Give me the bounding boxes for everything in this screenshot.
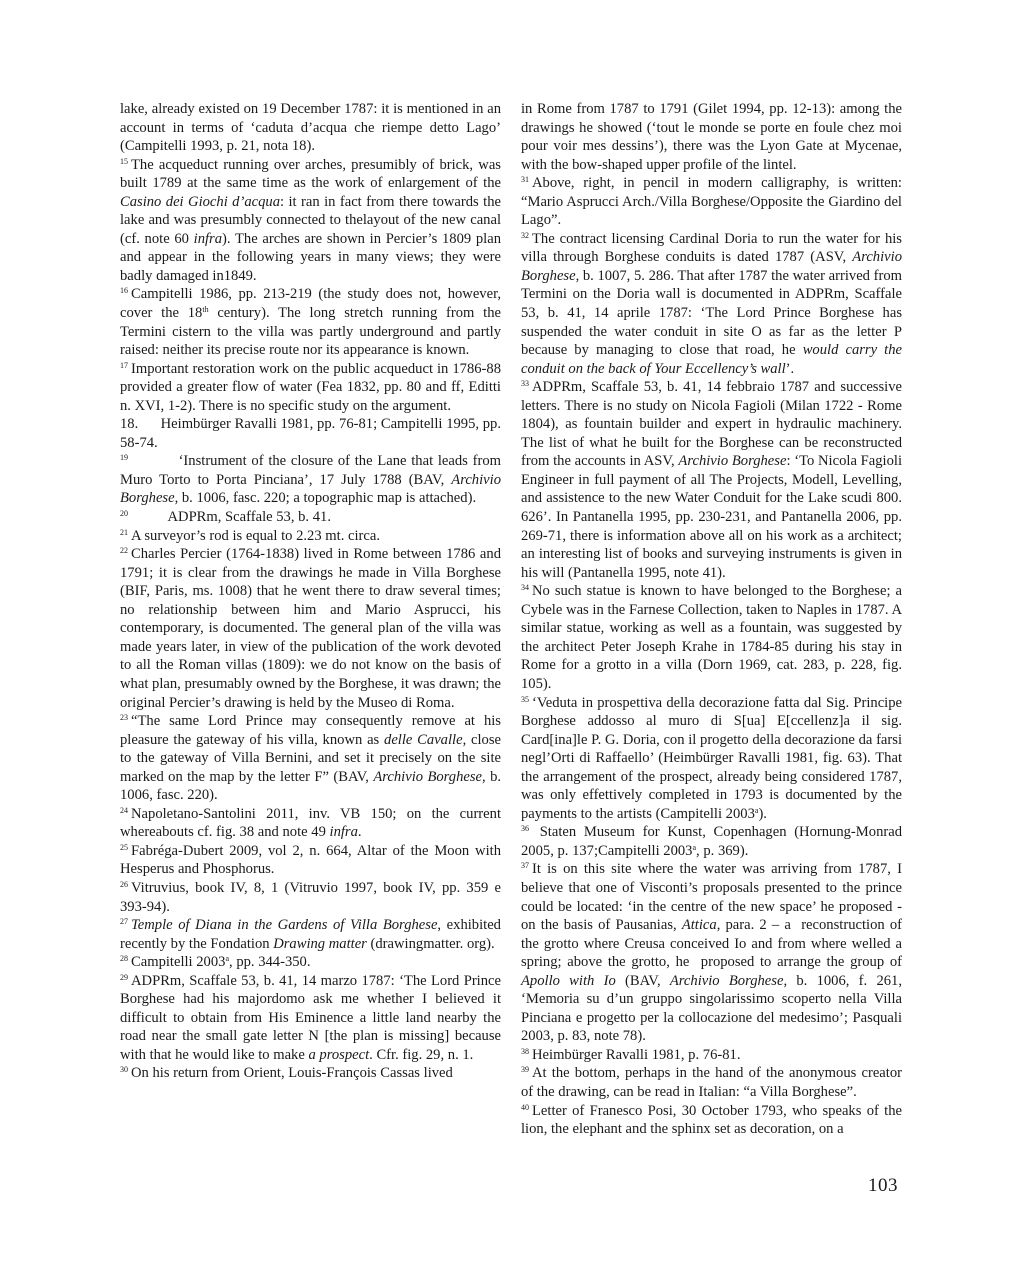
footnote-text: Temple of Diana in the Gardens of Villa Borghese, exhibited recently by the Fondation Drawing matter (drawingmatter. org). — [120, 917, 501, 952]
footnote — [120, 452, 501, 508]
footnote-number: 37 — [521, 861, 529, 871]
footnote — [120, 285, 501, 359]
footnote-text: Important restoration work on the public acqueduct in 1786-88 provided a greater flow of water (Fea 1832, pp. 80 and ff, Editti n. XVI, 1-2). There is no specific study on the argument. — [120, 360, 501, 414]
footnote-number: 32 — [521, 230, 529, 240]
footnote-number: 38 — [521, 1046, 529, 1056]
footnote-number: 36 — [521, 824, 529, 834]
footnote-number: 35 — [521, 694, 529, 704]
footnote — [521, 860, 902, 1045]
footnote-number: 30 — [120, 1065, 128, 1075]
footnote-text: “The same Lord Prince may consequently remove at his pleasure the gateway of his villa, known as delle Cavalle, close to the gateway of Villa Bernini, and set it precisely on the site marked on the map by the letter F” (BAV, Archivio Borghese, b. 1006, fasc. 220). — [120, 713, 502, 804]
footnote-text: ADPRm, Scaffale 53, b. 41, 14 febbraio 1787 and successive letters. There is no study on Nicola Fagioli (Milan 1722 - Rome 1804), as fountain builder and expert in hydraulic machinery. The list of what he built for the Borghese can be reconstructed from the accounts in ASV, Archivio Borghese: ‘To Nicola Fagioli Engineer in full payment of all The Projects, Modell, Levelling, and assistence to the new Water Conduit for the Lake scudi 800. 626’. In Pantanella 1995, pp. 230-231, and Pantanella 2006, pp. 269-71, there is information above all on his work as a architect; an interesting list of books and surveying instruments is given in his will (Pantanella 1995, note 41). — [521, 379, 903, 581]
footnote-text: ADPRm, Scaffale 53, b. 41, 14 marzo 1787: ‘The Lord Prince Borghese had his majordomo ask me whether I believed it difficult to obtain from His Eminence a little land nearby the road near the small gate letter N [the plan is missing] because with that he would like to make a prospect. Cfr. fig. 29, n. 1. — [120, 972, 501, 1063]
footnote — [521, 174, 902, 230]
footnote — [120, 527, 501, 546]
footnote — [120, 842, 501, 879]
footnote-number: 31 — [521, 175, 529, 185]
footnote-number: 20 — [120, 509, 128, 519]
footnote — [521, 1102, 902, 1139]
footnote-text: Fabréga-Dubert 2009, vol 2, n. 664, Altar of the Moon with Hesperus and Phosphorus. — [120, 842, 501, 878]
footnote-number: 28 — [120, 954, 128, 964]
footnote — [120, 953, 501, 972]
footnote-text: ADPRm, Scaffale 53, b. 41. — [131, 509, 331, 526]
footnote — [521, 1064, 902, 1101]
footnote-text: Above, right, in pencil in modern calligraphy, is written: “Mario Asprucci Arch./Villa Borghese/Opposite the Giardino del Lago”. — [521, 175, 902, 229]
footnote — [120, 545, 501, 712]
footnote-text: Napoletano-Santolini 2011, inv. VB 150; on the current whereabouts cf. fig. 38 and note 49 infra. — [120, 805, 501, 841]
footnote — [120, 916, 501, 953]
footnote — [120, 360, 501, 416]
footnotes-right-column — [521, 100, 902, 1139]
footnote-text: It is on this site where the water was arriving from 1787, I believe that one of Visconti’s proposals presented to the prince could be located: ‘in the centre of the new space’ he proposed - on the basis of Pausanias, Attica, para. 2 – a reconstruction of the grotto where Creusa conceived Io and from where welled a spring; above the grotto, he proposed to arrange the group of Apollo with Io (BAV, Archivio Borghese, b. 1006, f. 261, ‘Memoria su d’un gruppo singolarissimo scoperto nella Villa Pinciana e progetto per la collocazione del medesimo’; Pasquali 2003, p. 83, note 78). — [521, 861, 903, 1045]
footnote-text: At the bottom, perhaps in the hand of the anonymous creator of the drawing, can be read in Italian: “a Villa Borghese”. — [521, 1065, 902, 1100]
footnote-number: 27 — [120, 917, 128, 927]
footnote — [521, 582, 902, 693]
footnote-number: 29 — [120, 972, 128, 982]
footnote-number: 22 — [120, 546, 128, 556]
footnote-number: 23 — [120, 713, 128, 723]
footnote — [120, 508, 501, 527]
footnote-number: 19 — [120, 453, 128, 463]
footnote-number: 16 — [120, 286, 128, 296]
footnote-text: Letter of Franesco Posi, 30 October 1793, who speaks of the lion, the elephant and the sphinx set as decoration, on a — [521, 1102, 902, 1138]
footnote-text: Charles Percier (1764-1838) lived in Rome between 1786 and 1791; it is clear from the drawings he made in Villa Borghese (BIF, Paris, ms. 1008) that he went there to draw several times; no relationship between him and Mario Asprucci, his contemporary, is documented. The general plan of the villa was made years later, in view of the publication of the work devoted to all the Roman villas (1809): we do not know on the basis of what plan, presumably owned by the Borghese, it was drawn; the original Percier’s drawing is held by the Museo di Roma. — [120, 546, 501, 711]
footnote — [120, 805, 501, 842]
footnote — [120, 712, 501, 805]
footnote-text: A surveyor’s rod is equal to 2.23 mt. circa. — [131, 527, 380, 544]
footnote — [521, 1046, 902, 1065]
footnote — [521, 100, 902, 174]
footnote-text: Campitelli 2003$^a$, pp. 344-350. — [131, 954, 311, 971]
footnote-text: Vitruvius, book IV, 8, 1 (Vitruvio 1997, book IV, pp. 359 e 393-94). — [120, 879, 501, 915]
footnote — [521, 378, 902, 582]
footnote — [120, 415, 501, 452]
footnote-number: 33 — [521, 379, 529, 389]
footnote — [521, 694, 902, 824]
footnote-text: ‘Instrument of the closure of the Lane that leads from Muro Torto to Porta Pinciana’, 17 July 1788 (BAV, Archivio Borghese, b. 1006, fasc. 220; a topographic map is attached). — [120, 453, 501, 507]
footnote-number: 40 — [521, 1102, 529, 1112]
footnote-text: Staten Museum for Kunst, Copenhagen (Hornung-Monrad 2005, p. 137;Campitelli 2003$^a$, p. 369). — [521, 824, 902, 859]
footnote-number: 21 — [120, 527, 128, 537]
footnote-text: On his return from Orient, Louis-François Cassas lived — [131, 1065, 453, 1082]
footnote-number: 25 — [120, 842, 128, 852]
footnote-text: Heimbürger Ravalli 1981, p. 76-81. — [532, 1046, 741, 1063]
footnote-text: No such statue is known to have belonged to the Borghese; a Cybele was in the Farnese Collection, taken to Naples in 1787. A similar statue, working as well as a fountain, was suggested by the architect Peter Joseph Krahe in 1784-85 during his stay in Rome for a grotto in a villa (Dorn 1969, cat. 283, p. 228, fig. 105). — [521, 583, 902, 692]
footnote-text: The acqueduct running over arches, presumibly of brick, was built 1789 at the same time as the work of enlargement of the Casino dei Giochi d’acqua: it ran in fact from there towards the lake and was presumbly connected to thelayout of the new canal (cf. note 60 infra). The arches are shown in Percier’s 1809 plan and appear in the following years in many views; they were badly damaged in1849. — [120, 156, 501, 284]
footnote-text: lake, already existed on 19 December 1787: it is mentioned in an account in terms of ‘caduta d’acqua che riempe detto Lago’ (Campitelli 1993, p. 21, nota 18). — [120, 101, 501, 155]
footnote — [521, 823, 902, 860]
footnotes-left-column — [120, 100, 501, 1083]
footnote — [120, 156, 501, 286]
footnote-text: ‘Veduta in prospettiva della decorazione fatta dal Sig. Principe Borghese addosso al muro di S[ua] E[ccellenz]a il sig. Card[ina]le P. G. Doria, con il progetto della decorazione da farsi negl’Orti di Raffaello’ (Heimbürger Ravalli 1981, fig. 63). That the arrangement of the prospect, already being considered 1787, was only effettively completed in 1793 is documented by the payments to the artists (Campitelli 2003$^a$). — [521, 694, 902, 822]
footnote-number: 34 — [521, 583, 529, 593]
footnote-number: 39 — [521, 1065, 529, 1075]
footnote — [120, 879, 501, 916]
page-number: 103 — [868, 1175, 898, 1196]
footnote — [120, 1064, 501, 1083]
footnote-text: in Rome from 1787 to 1791 (Gilet 1994, pp. 12-13): among the drawings he showed (‘tout le monde se porte en foule chez moi pour voir mes dessins’), there was the Lyon Gate at Mycenae, with the bow-shaped upper profile of the lintel. — [521, 101, 902, 173]
footnote-text: The contract licensing Cardinal Doria to run the water for his villa through Borghese conduits is dated 1787 (ASV, Archivio Borghese, b. 1007, 5. 286. That after 1787 the water arrived from Termini on the Doria wall is documented in ADPRm, Scaffale 53, b. 41, 14 aprile 1787: ‘The Lord Prince Borghese has suspended the water conduit in site O as far as the letter P because by managing to close that road, he would carry the conduit on the back of Your Eccellency’s wall’. — [521, 230, 902, 377]
footnote — [120, 972, 501, 1065]
footnote-text: Campitelli 1986, pp. 213-219 (the study does not, however, cover the 18th century). The long stretch running from the Termini cistern to the villa was partly underground and partly raised: neither its precise route nor its appearance is known. — [120, 286, 501, 359]
footnote-number: 26 — [120, 879, 128, 889]
footnote-text: 18. Heimbürger Ravalli 1981, pp. 76-81; Campitelli 1995, pp. 58-74. — [120, 416, 501, 451]
footnote-number: 24 — [120, 805, 128, 815]
footnote-number: 17 — [120, 360, 128, 370]
footnote — [120, 100, 501, 156]
footnote — [521, 230, 902, 378]
footnote-number: 15 — [120, 156, 128, 166]
